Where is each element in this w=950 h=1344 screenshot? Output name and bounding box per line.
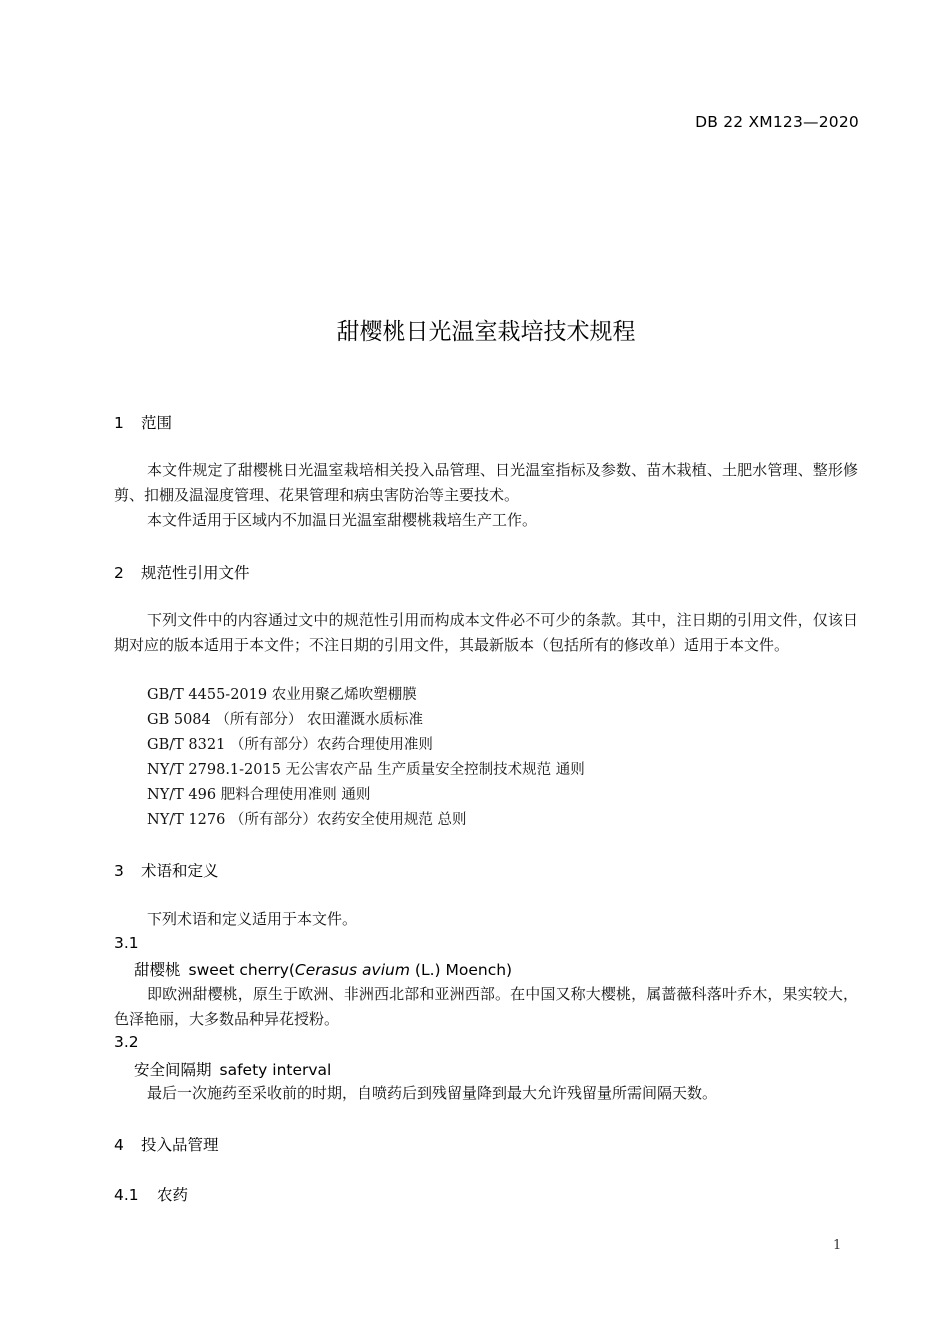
paragraph: 本文件规定了甜樱桃日光温室栽培相关投入品管理、日光温室指标及参数、苗木栽植、土肥水管理、整形修剪、扣棚及温湿度管理、花果管理和病虫害防治等主要技术。	[114, 461, 858, 504]
term-name	[134, 1058, 331, 1080]
section-number: 4	[114, 1136, 124, 1154]
document-title: 甜樱桃日光温室栽培技术规程	[336, 319, 636, 345]
reference-item: GB/T 8321 （所有部分）农药合理使用准则	[147, 737, 433, 753]
term-definition: 最后一次施药至采收前的时期，自喷药后到残留量降到最大允许残留量所需间隔天数。	[147, 1084, 718, 1102]
reference-item: NY/T 496 肥料合理使用准则 通则	[147, 787, 371, 803]
term-name-zh: 甜樱桃	[134, 961, 181, 979]
section-title: 范围	[141, 414, 173, 432]
reference-item: NY/T 2798.1-2015 无公害农产品 生产质量安全控制技术规范 通则	[147, 762, 585, 778]
section-heading-4	[114, 1133, 219, 1155]
section-heading-2	[114, 561, 250, 583]
section-heading-3	[114, 859, 219, 881]
section-title: 规范性引用文件	[141, 564, 250, 582]
section-title: 投入品管理	[141, 1136, 219, 1154]
reference-item: GB/T 4455-2019 农业用聚乙烯吹塑棚膜	[147, 687, 417, 703]
subsection-heading-4-1	[114, 1183, 188, 1205]
normative-references-list	[147, 683, 585, 833]
paragraph: 下列术语和定义适用于本文件。	[147, 910, 358, 928]
reference-item: NY/T 1276 （所有部分）农药安全使用规范 总则	[147, 812, 467, 828]
subsection-number: 4.1	[114, 1186, 139, 1204]
term-definition: 即欧洲甜樱桃，原生于欧洲、非洲西北部和亚洲西部。在中国又称大樱桃，属蔷薇科落叶乔木，果实较大，色泽艳丽，大多数品种异花授粉。	[114, 985, 858, 1028]
subsection-title: 农药	[157, 1186, 189, 1204]
section-number: 2	[114, 564, 124, 582]
standard-code: DB 22 XM123—2020	[695, 113, 859, 131]
term-name-en: safety interval	[219, 1061, 332, 1079]
term-number: 3.1	[114, 934, 139, 952]
page-number: 1	[833, 1238, 842, 1253]
term-number: 3.2	[114, 1033, 139, 1051]
section-heading-1	[114, 411, 172, 433]
paragraph: 本文件适用于区域内不加温日光温室甜樱桃栽培生产工作。	[147, 511, 538, 529]
section-number: 3	[114, 862, 124, 880]
section-title: 术语和定义	[141, 862, 219, 880]
reference-item: GB 5084 （所有部分） 农田灌溉水质标准	[147, 712, 423, 728]
term-name	[134, 958, 512, 980]
term-name-en	[189, 961, 513, 979]
term-en-scientific-name: Cerasus avium	[294, 961, 410, 979]
section-number: 1	[114, 414, 124, 432]
term-name-zh: 安全间隔期	[134, 1061, 212, 1079]
paragraph: 下列文件中的内容通过文中的规范性引用而构成本文件必不可少的条款。其中，注日期的引用文件，仅该日期对应的版本适用于本文件；不注日期的引用文件，其最新版本（包括所有的修改单）适用于本文件。	[114, 611, 858, 654]
term-en-text: sweet cherry(	[188, 961, 295, 979]
term-en-authority: (L.) Moench)	[409, 961, 513, 979]
